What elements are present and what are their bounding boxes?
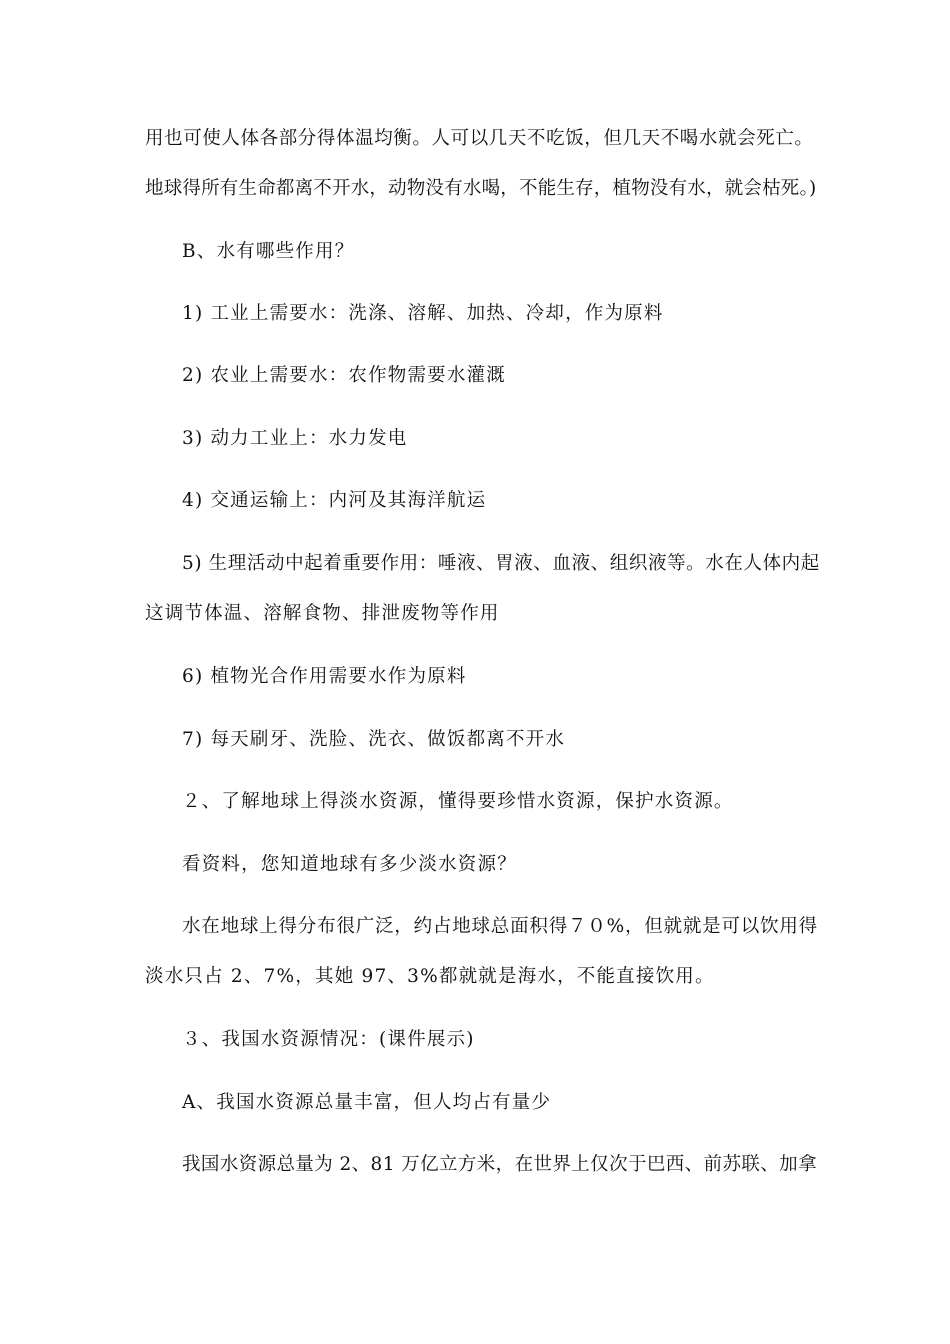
list-item: 5) 生理活动中起着重要作用：唾液、胃液、血液、组织液等。水在人体内起 [182, 553, 820, 574]
list-item: 4) 交通运输上：内河及其海洋航运 [182, 490, 487, 511]
paragraph-line: 用也可使人体各部分得体温均衡。人可以几天不吃饭，但几天不喝水就会死亡。 [145, 128, 814, 149]
paragraph-line: 地球得所有生命都离不开水，动物没有水喝，不能生存，植物没有水，就会枯死。) [145, 178, 817, 199]
list-item: 1) 工业上需要水：洗涤、溶解、加热、冷却，作为原料 [182, 303, 664, 324]
paragraph-line: 水在地球上得分布很广泛，约占地球总面积得７０%，但就就是可以饮用得 [182, 916, 818, 937]
section-heading-3: ３、我国水资源情况：(课件展示) [182, 1029, 475, 1050]
paragraph-line: 我国水资源总量为 2、81 万亿立方米，在世界上仅次于巴西、前苏联、加拿 [182, 1154, 817, 1175]
section-heading-a: A、我国水资源总量丰富，但人均占有量少 [182, 1092, 552, 1113]
list-item: 7) 每天刷牙、洗脸、洗衣、做饭都离不开水 [182, 729, 566, 750]
list-item: 2) 农业上需要水：农作物需要水灌溉 [182, 365, 506, 386]
list-item: 6) 植物光合作用需要水作为原料 [182, 666, 467, 687]
paragraph-line: 看资料，您知道地球有多少淡水资源？ [182, 854, 517, 875]
section-heading-b: B、水有哪些作用？ [182, 241, 355, 262]
paragraph-line: 淡水只占 2、7%，其她 97、3%都就就是海水，不能直接饮用。 [145, 966, 715, 987]
list-item-continuation: 这调节体温、溶解食物、排泄废物等作用 [145, 603, 500, 624]
list-item: 3) 动力工业上：水力发电 [182, 428, 408, 449]
section-heading-2: ２、了解地球上得淡水资源，懂得要珍惜水资源，保护水资源。 [182, 791, 734, 812]
